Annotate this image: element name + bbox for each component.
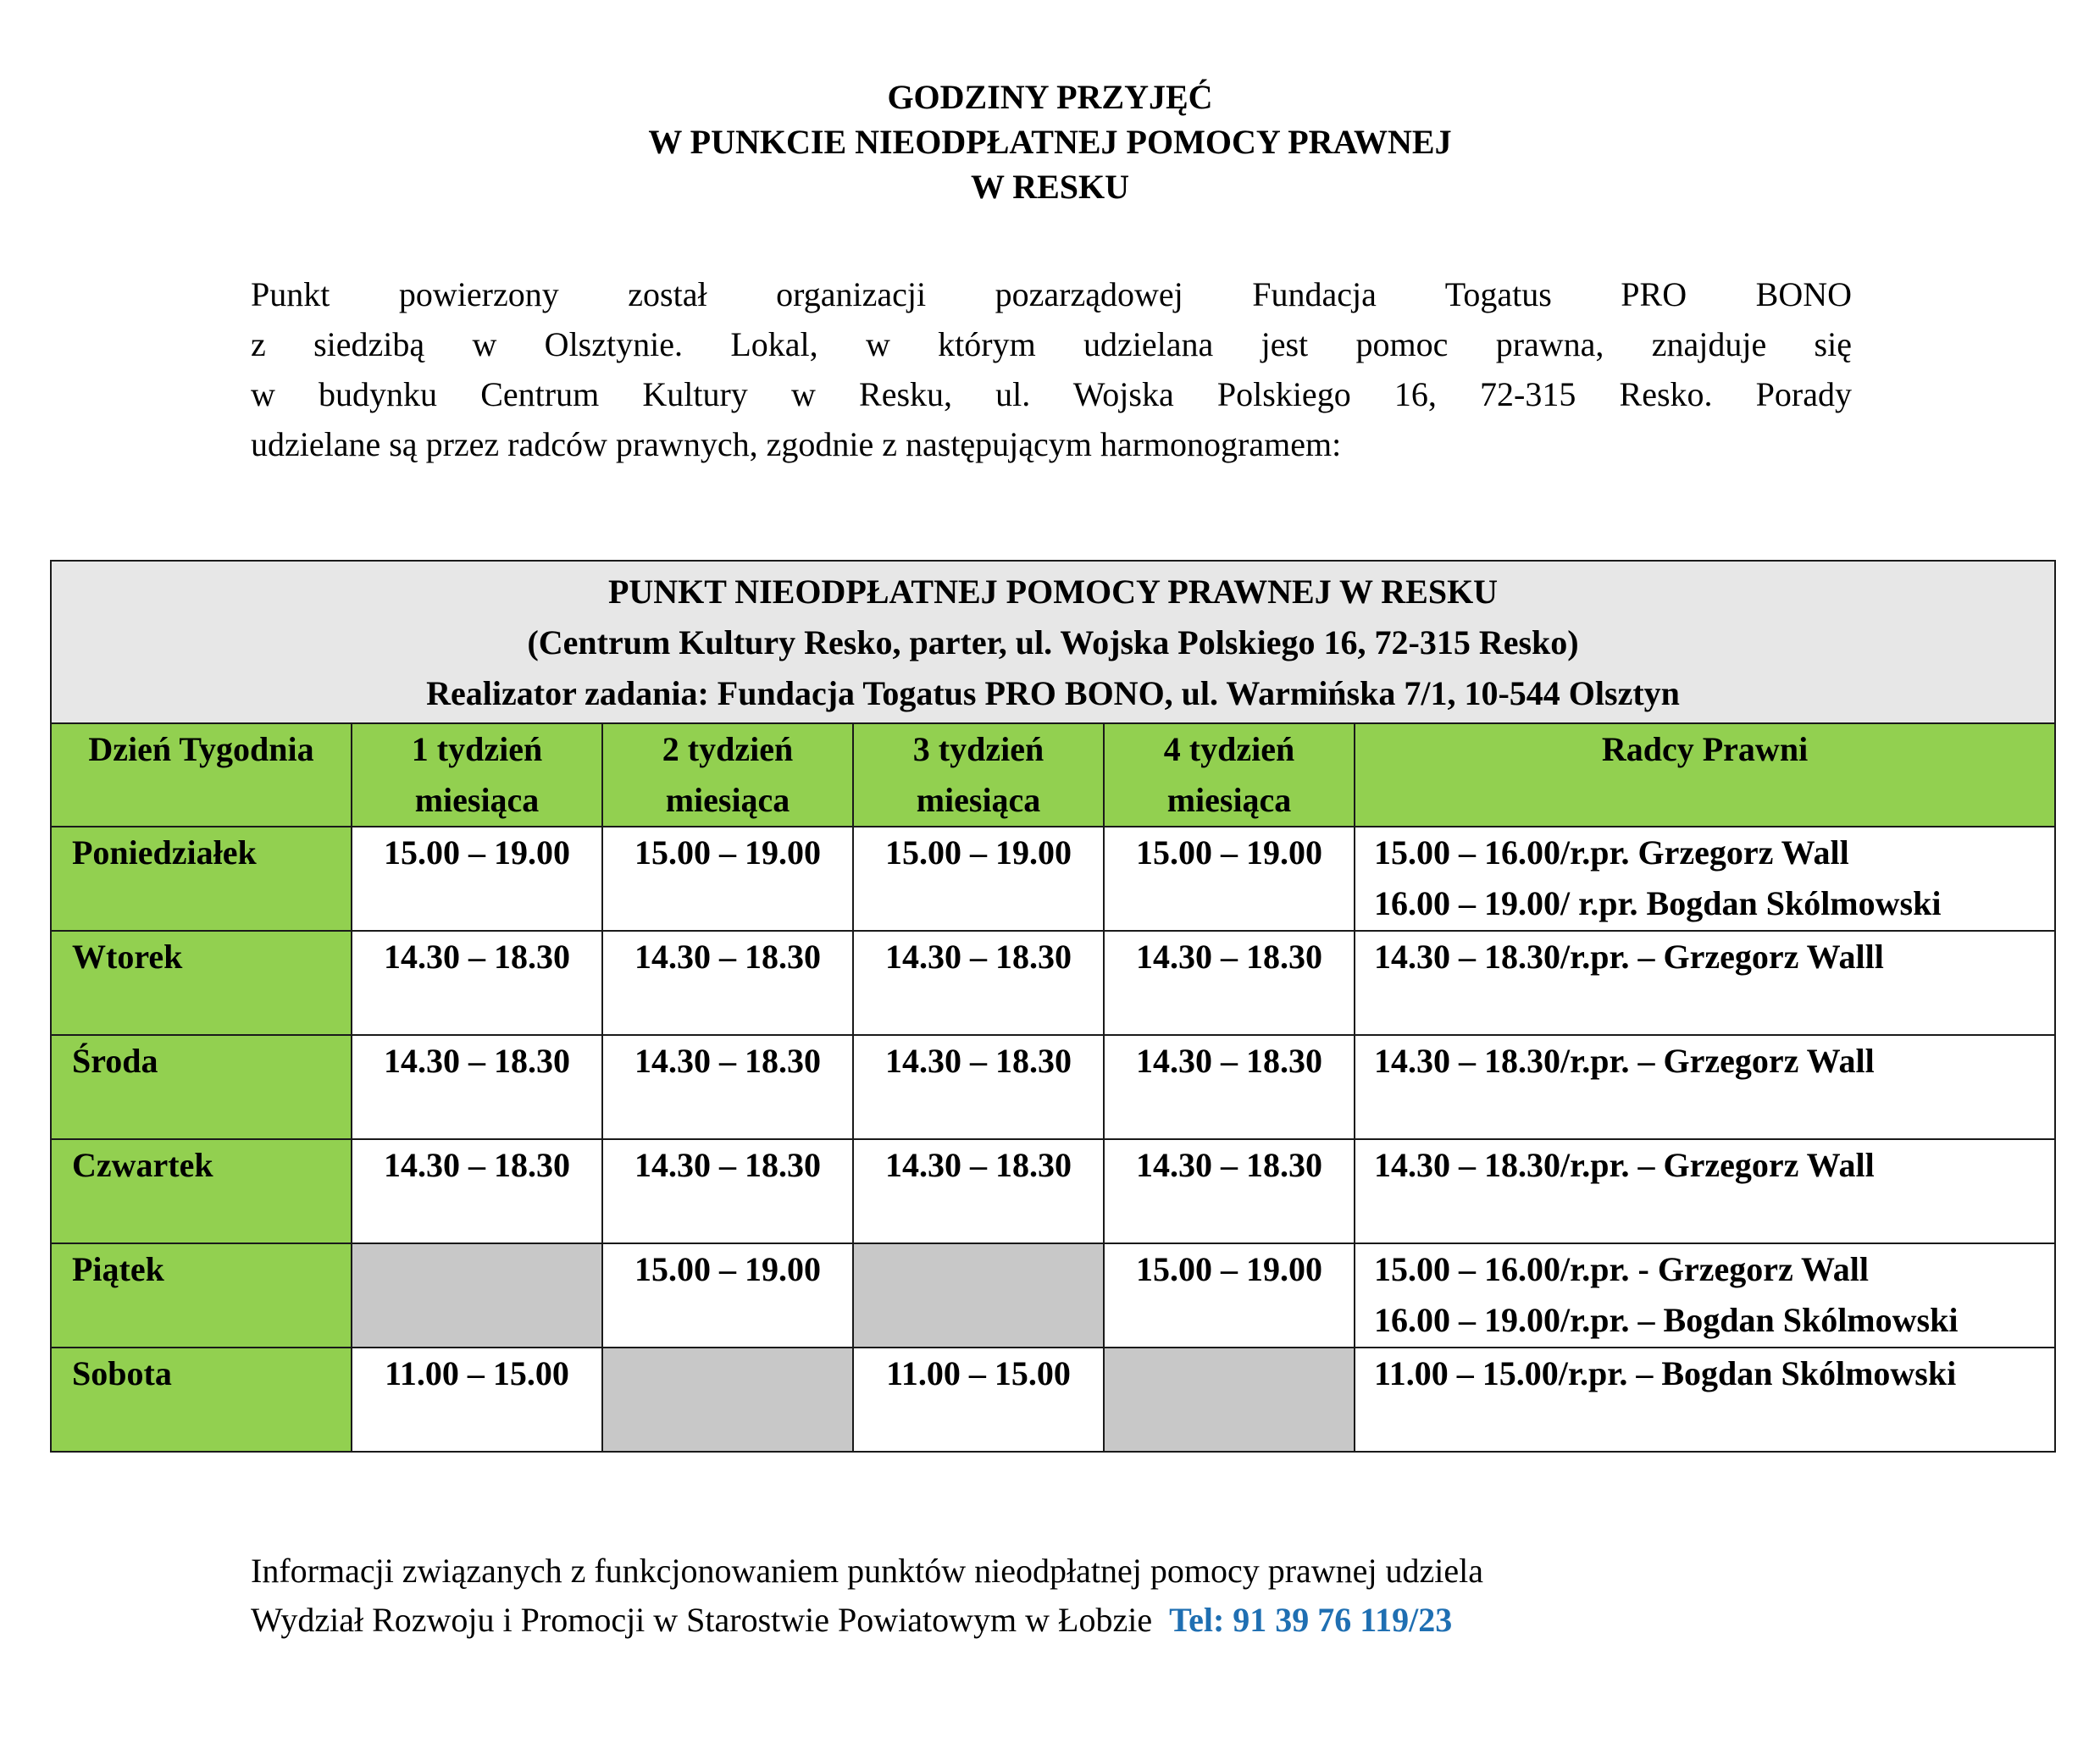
column-header-label: 1 tydzień <box>411 730 543 768</box>
table-row <box>51 1035 2055 1139</box>
footer-line-1: Informacji związanych z funkcjonowaniem punktów nieodpłatnej pomocy prawnej udziela <box>251 1552 1484 1590</box>
column-header-week-2 <box>602 723 853 827</box>
intro-line: z siedzibą w Olsztynie. Lokal, w którym udzielana jest pomoc prawna, znajduje się <box>251 325 1852 363</box>
intro-paragraph <box>251 269 1852 469</box>
table-row <box>51 827 2055 931</box>
lawyers-cell <box>1355 827 2055 931</box>
document-title <box>0 75 2100 209</box>
hours-cell-w3: 11.00 – 15.00 <box>853 1348 1104 1452</box>
column-header-label: miesiąca <box>916 781 1041 819</box>
hours-cell-w1: 14.30 – 18.30 <box>352 1139 602 1243</box>
column-header-day <box>51 723 352 827</box>
hours-cell-w2 <box>602 1348 853 1452</box>
table-row <box>51 1348 2055 1452</box>
hours-cell-w4 <box>1104 1348 1355 1452</box>
lawyers-cell <box>1355 931 2055 1035</box>
hours-cell-w2: 15.00 – 19.00 <box>602 1243 853 1348</box>
day-cell: Środa <box>51 1035 352 1139</box>
hours-cell-w2: 14.30 – 18.30 <box>602 1035 853 1139</box>
table-row <box>51 1139 2055 1243</box>
column-header-lawyers <box>1355 723 2055 827</box>
lawyer-entry: 15.00 – 16.00/r.pr. - Grzegorz Wall <box>1374 1250 1870 1288</box>
hours-cell-w2: 15.00 – 19.00 <box>602 827 853 931</box>
lawyer-entry: 14.30 – 18.30/r.pr. – Grzegorz Walll <box>1374 938 1884 976</box>
lawyer-entry: 16.00 – 19.00/r.pr. – Bogdan Skólmowski <box>1374 1301 1959 1339</box>
hours-cell-w2: 14.30 – 18.30 <box>602 1139 853 1243</box>
column-header-label: miesiąca <box>1166 781 1292 819</box>
hours-cell-w1: 14.30 – 18.30 <box>352 1035 602 1139</box>
lawyer-entry: 14.30 – 18.30/r.pr. – Grzegorz Wall <box>1374 1146 1875 1184</box>
day-cell: Piątek <box>51 1243 352 1348</box>
hours-cell-w1: 14.30 – 18.30 <box>352 931 602 1035</box>
table-header-line-2: (Centrum Kultury Resko, parter, ul. Wojska Polskiego 16, 72-315 Resko) <box>527 623 1579 661</box>
lawyer-entry: 14.30 – 18.30/r.pr. – Grzegorz Wall <box>1374 1042 1875 1080</box>
hours-cell-w4: 14.30 – 18.30 <box>1104 931 1355 1035</box>
footer-line-2 <box>251 1596 1945 1645</box>
intro-line: Punkt powierzony został organizacji pozarządowej Fundacja Togatus PRO BONO <box>251 275 1852 313</box>
hours-cell-w4: 14.30 – 18.30 <box>1104 1139 1355 1243</box>
hours-cell-w4: 15.00 – 19.00 <box>1104 827 1355 931</box>
hours-cell-w2: 14.30 – 18.30 <box>602 931 853 1035</box>
hours-cell-w3: 14.30 – 18.30 <box>853 1139 1104 1243</box>
lawyers-cell <box>1355 1139 2055 1243</box>
column-header-label: miesiąca <box>665 781 790 819</box>
day-cell: Poniedziałek <box>51 827 352 931</box>
title-line-1: GODZINY PRZYJĘĆ <box>887 78 1213 116</box>
lawyers-cell <box>1355 1348 2055 1452</box>
column-header-week-3 <box>853 723 1104 827</box>
day-cell: Wtorek <box>51 931 352 1035</box>
schedule-table <box>50 560 2056 1453</box>
footer-phone: Tel: 91 39 76 119/23 <box>1169 1601 1453 1639</box>
lawyers-cell <box>1355 1243 2055 1348</box>
column-header-label: 3 tydzień <box>912 730 1044 768</box>
table-header-line-3: Realizator zadania: Fundacja Togatus PRO BONO, ul. Warmińska 7/1, 10-544 Olsztyn <box>426 674 1680 712</box>
hours-cell-w1: 11.00 – 15.00 <box>352 1348 602 1452</box>
column-header-week-4 <box>1104 723 1355 827</box>
hours-cell-w1: 15.00 – 19.00 <box>352 827 602 931</box>
hours-cell-w3: 14.30 – 18.30 <box>853 931 1104 1035</box>
table-row <box>51 1243 2055 1348</box>
footer-department: Wydział Rozwoju i Promocji w Starostwie Powiatowym w Łobzie <box>251 1601 1153 1639</box>
footer-info <box>251 1547 1945 1645</box>
title-line-2: W PUNKCIE NIEODPŁATNEJ POMOCY PRAWNEJ <box>648 123 1452 161</box>
table-header-line-1: PUNKT NIEODPŁATNEJ POMOCY PRAWNEJ W RESKU <box>607 573 1499 611</box>
lawyer-entry: 16.00 – 19.00/ r.pr. Bogdan Skólmowski <box>1374 884 1942 922</box>
day-cell: Czwartek <box>51 1139 352 1243</box>
hours-cell-w3: 15.00 – 19.00 <box>853 827 1104 931</box>
day-cell: Sobota <box>51 1348 352 1452</box>
table-header <box>51 561 2055 723</box>
hours-cell-w4: 14.30 – 18.30 <box>1104 1035 1355 1139</box>
column-header-label: Dzień Tygodnia <box>88 730 314 768</box>
hours-cell-w3: 14.30 – 18.30 <box>853 1035 1104 1139</box>
intro-line: w budynku Centrum Kultury w Resku, ul. Wojska Polskiego 16, 72-315 Resko. Porady <box>251 375 1852 413</box>
title-line-3: W RESKU <box>970 168 1130 206</box>
lawyers-cell <box>1355 1035 2055 1139</box>
lawyer-entry: 11.00 – 15.00/r.pr. – Bogdan Skólmowski <box>1374 1354 1957 1392</box>
lawyer-entry: 15.00 – 16.00/r.pr. Grzegorz Wall <box>1374 833 1849 872</box>
column-header-label: 4 tydzień <box>1163 730 1295 768</box>
table-row <box>51 931 2055 1035</box>
column-header-label: Radcy Prawni <box>1601 730 1809 768</box>
column-header-label: 2 tydzień <box>662 730 794 768</box>
column-header-label: miesiąca <box>414 781 540 819</box>
column-header-week-1 <box>352 723 602 827</box>
intro-line: udzielane są przez radców prawnych, zgodnie z następującym harmonogramem: <box>251 425 1342 463</box>
hours-cell-w3 <box>853 1243 1104 1348</box>
hours-cell-w1 <box>352 1243 602 1348</box>
hours-cell-w4: 15.00 – 19.00 <box>1104 1243 1355 1348</box>
